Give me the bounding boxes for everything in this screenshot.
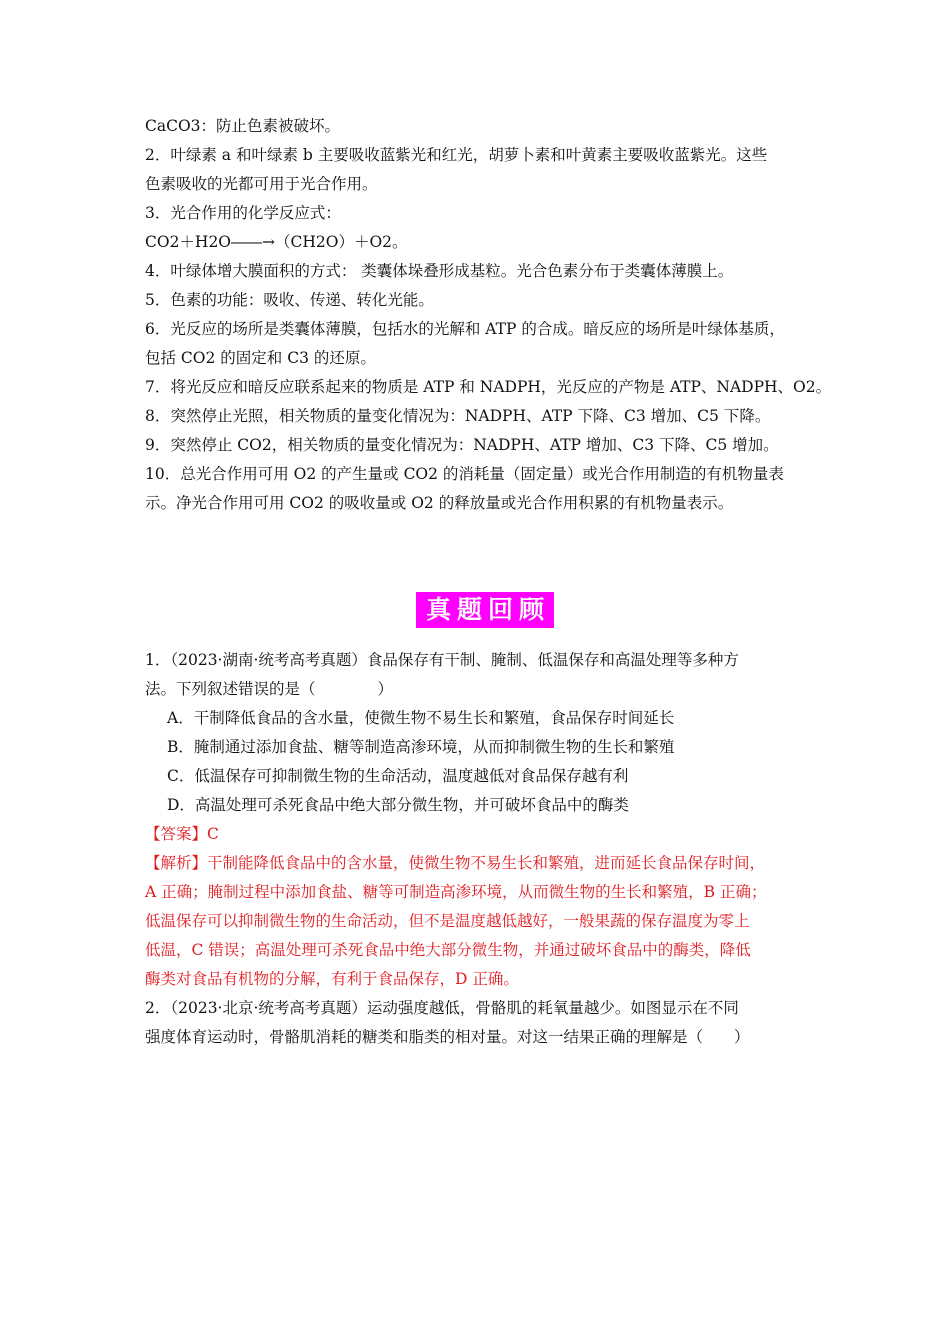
option-c: C．低温保存可抑制微生物的生命活动，温度越低对食品保存越有利 bbox=[167, 767, 629, 785]
kp-line: 7．将光反应和暗反应联系起来的物质是 ATP 和 NADPH，光反应的产物是 ATP、NADPH、O2。 bbox=[145, 378, 832, 396]
question-2 bbox=[145, 994, 825, 1052]
kp-line: 3．光合作用的化学反应式： bbox=[145, 204, 341, 222]
analysis-line: 低温，C 错误；高温处理可杀死食品中绝大部分微生物，并通过破坏食品中的酶类，降低 bbox=[145, 941, 751, 959]
analysis-line: 低温保存可以抑制微生物的生命活动，但不是温度越低越好，一般果蔬的保存温度为零上 bbox=[145, 912, 750, 930]
question-stem: 法。下列叙述错误的是（ ） bbox=[145, 680, 394, 698]
answer: 【答案】C bbox=[145, 825, 219, 843]
kp-line: 10．总光合作用可用 O2 的产生量或 CO2 的消耗量（固定量）或光合作用制造的有机物量表 bbox=[145, 465, 784, 483]
kp-line: 5．色素的功能：吸收、传递、转化光能。 bbox=[145, 291, 434, 309]
analysis-line: 酶类对食品有机物的分解，有利于食品保存，D 正确。 bbox=[145, 970, 519, 988]
kp-line: 8．突然停止光照，相关物质的量变化情况为：NADPH、ATP 下降、C3 增加、C5 下降。 bbox=[145, 407, 771, 425]
option-b: B．腌制通过添加食盐、糖等制造高渗环境，从而抑制微生物的生长和繁殖 bbox=[167, 738, 675, 756]
question-stem: 强度体育运动时，骨骼肌消耗的糖类和脂类的相对量。对这一结果正确的理解是（ ） bbox=[145, 1028, 750, 1046]
spacer bbox=[145, 518, 825, 562]
kp-line: 6．光反应的场所是类囊体薄膜，包括水的光解和 ATP 的合成。暗反应的场所是叶绿体基质， bbox=[145, 320, 785, 338]
kp-line: CaCO3：防止色素被破坏。 bbox=[145, 117, 341, 135]
question-stem: 1．（2023·湖南·统考高考真题）食品保存有干制、腌制、低温保存和高温处理等多种方 bbox=[145, 651, 739, 669]
kp-line: 2．叶绿素 a 和叶绿素 b 主要吸收蓝紫光和红光，胡萝卜素和叶黄素主要吸收蓝紫光。这些 bbox=[145, 146, 768, 164]
option-d: D．高温处理可杀死食品中绝大部分微生物，并可破坏食品中的酶类 bbox=[167, 796, 629, 814]
question-stem: 2．（2023·北京·统考高考真题）运动强度越低，骨骼肌的耗氧量越少。如图显示在不同 bbox=[145, 999, 739, 1017]
analysis-line: A 正确；腌制过程中添加食盐、糖等可制造高渗环境，从而微生物的生长和繁殖，B 正确； bbox=[145, 883, 767, 901]
kp-line: 色素吸收的光都可用于光合作用。 bbox=[145, 175, 378, 193]
kp-line: 9．突然停止 CO2，相关物质的量变化情况为：NADPH、ATP 增加、C3 下降、C5 增加。 bbox=[145, 436, 779, 454]
section-title: 真题回顾 bbox=[416, 592, 554, 628]
section-header bbox=[145, 574, 825, 646]
knowledge-points bbox=[145, 112, 832, 518]
kp-line: CO2＋H2O――→（CH2O）＋O2。 bbox=[145, 233, 408, 251]
kp-line: 4．叶绿体增大膜面积的方式： 类囊体垛叠形成基粒。光合色素分布于类囊体薄膜上。 bbox=[145, 262, 734, 280]
kp-line: 示。净光合作用可用 CO2 的吸收量或 O2 的释放量或光合作用积累的有机物量表示。 bbox=[145, 494, 734, 512]
option-a: A．干制降低食品的含水量，使微生物不易生长和繁殖，食品保存时间延长 bbox=[167, 709, 675, 727]
kp-line: 包括 CO2 的固定和 C3 的还原。 bbox=[145, 349, 376, 367]
page-content bbox=[145, 112, 832, 1052]
question-1 bbox=[145, 646, 825, 994]
analysis-line: 【解析】干制能降低食品中的含水量，使微生物不易生长和繁殖，进而延长食品保存时间， bbox=[145, 854, 766, 872]
